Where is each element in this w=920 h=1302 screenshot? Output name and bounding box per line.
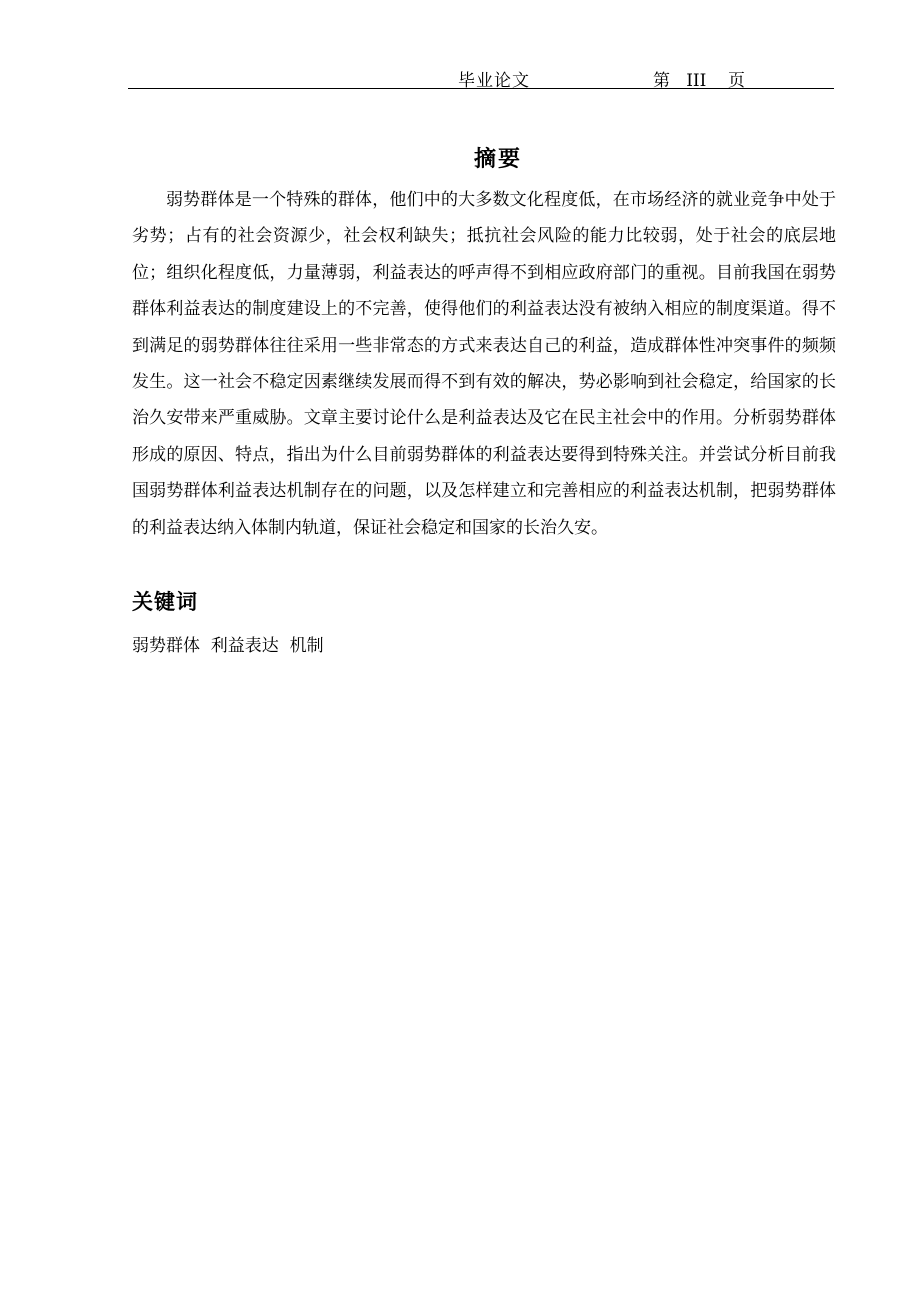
header-title: 毕业论文: [458, 71, 530, 91]
keywords-heading: 关键词: [132, 590, 198, 614]
keywords-list: 弱势群体 利益表达 机制: [132, 636, 324, 656]
abstract-heading: 摘要: [473, 147, 522, 172]
page-suffix: 页: [728, 71, 745, 91]
page-header: [128, 60, 834, 90]
header-rule: [128, 88, 834, 89]
page-prefix: 第: [653, 71, 670, 91]
page-number: III: [686, 71, 707, 91]
abstract-paragraph: 弱势群体是一个特殊的群体，他们中的大多数文化程度低，在市场经济的就业竞争中处于劣势；占有的社会资源少，社会权利缺失；抵抗社会风险的能力比较弱，处于社会的底层地位；组织化程度低，力量薄弱，利益表达的呼声得不到相应政府部门的重视。目前我国在弱势群体利益表达的制度建设上的不完善，使得他们的利益表达没有被纳入相应的制度渠道。得不到满足的弱势群体往往采用一些非常态的方式来表达自己的利益，造成群体性冲突事件的频频发生。这一社会不稳定因素继续发展而得不到有效的解决，势必影响到社会稳定，给国家的长治久安带来严重威胁。文章主要讨论什么是利益表达及它在民主社会中的作用。分析弱势群体形成的原因、特点，指出为什么目前弱势群体的利益表达要得到特殊关注。并尝试分析目前我国弱势群体利益表达机制存在的问题，以及怎样建立和完善相应的利益表达机制，把弱势群体的利益表达纳入体制内轨道，保证社会稳定和国家的长治久安。: [132, 190, 836, 538]
